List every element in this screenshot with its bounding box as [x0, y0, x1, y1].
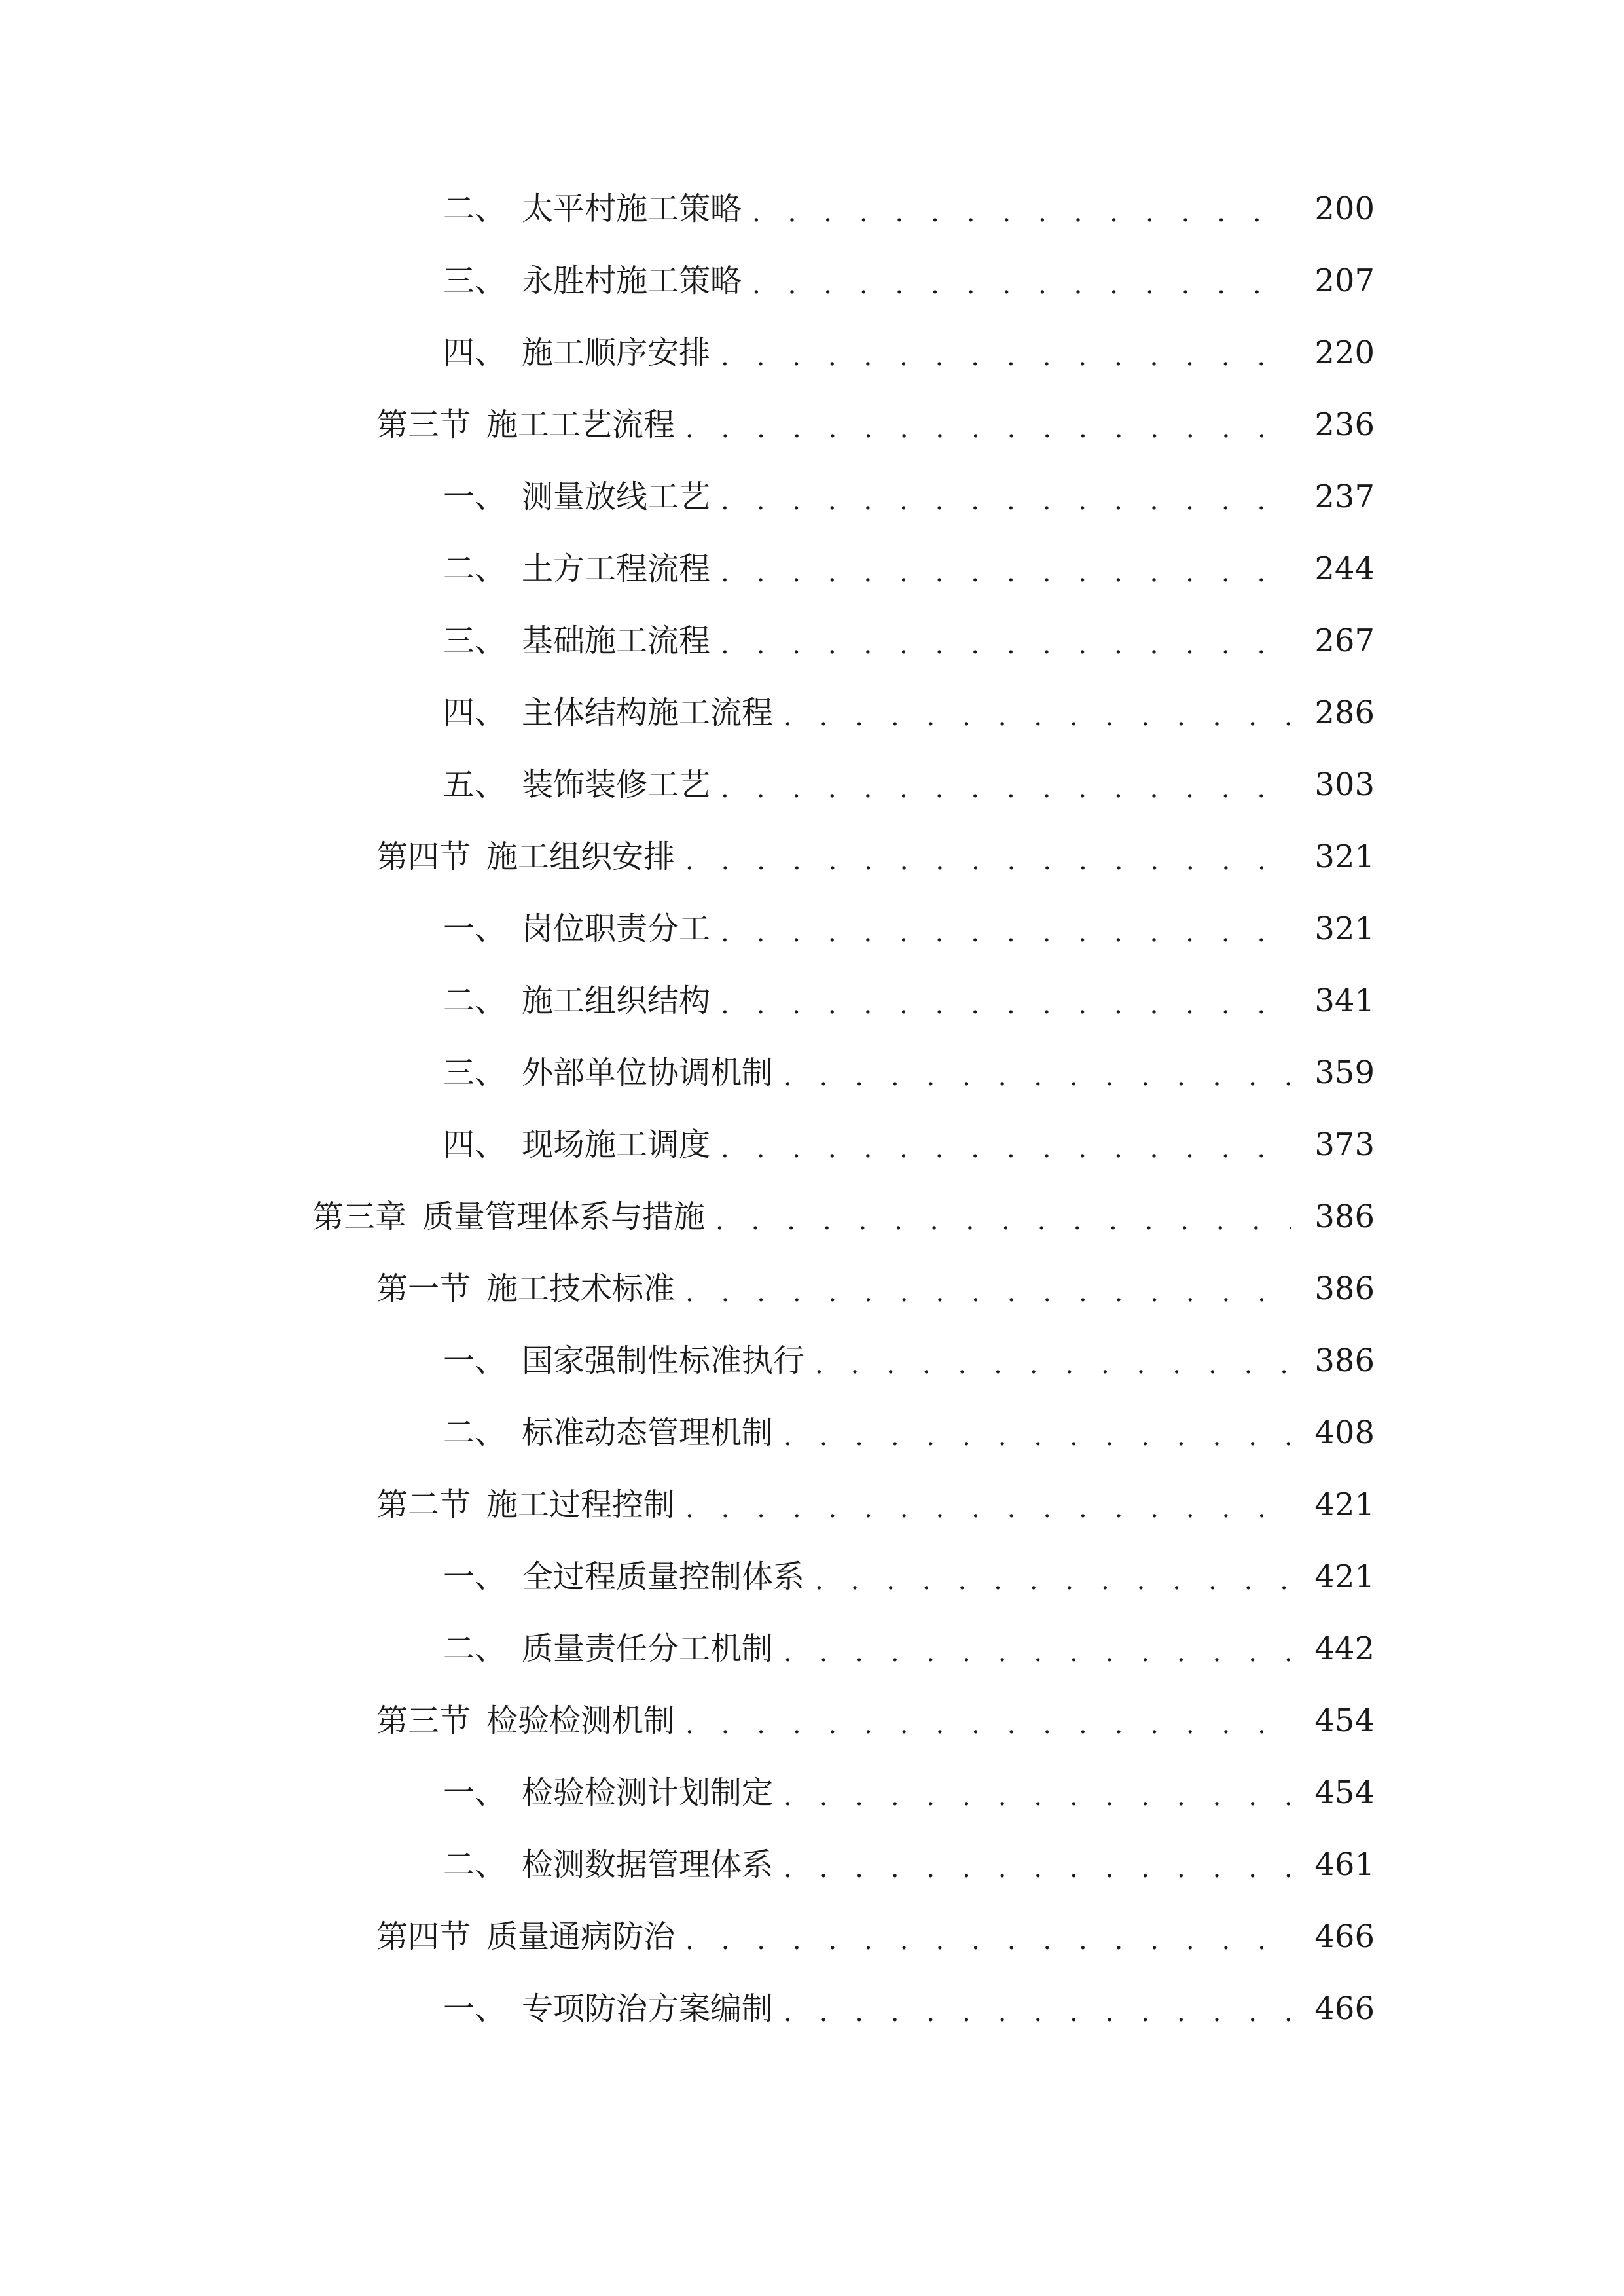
toc-entry[interactable] — [0, 1973, 1624, 2045]
toc-entry-page: 237 — [1314, 478, 1375, 515]
toc-entry-number: 第一节 — [376, 1270, 471, 1307]
toc-dot-leader — [784, 693, 1291, 732]
toc-entry-title: 施工组织结构 — [522, 982, 711, 1019]
toc-entry-page: 461 — [1314, 1846, 1375, 1883]
toc-entry-page: 303 — [1314, 766, 1375, 803]
toc-entry-number: 五、 — [443, 766, 507, 803]
toc-dot-leader — [721, 333, 1291, 372]
toc-dot-leader — [715, 1197, 1291, 1236]
toc-entry-page: 236 — [1314, 406, 1375, 443]
toc-dot-leader — [784, 1413, 1291, 1452]
toc-entry[interactable] — [0, 173, 1624, 245]
toc-entry-number: 一、 — [443, 1558, 507, 1595]
table-of-contents — [0, 173, 1624, 2045]
toc-dot-leader — [752, 189, 1291, 228]
toc-entry-page: 454 — [1314, 1702, 1375, 1739]
toc-entry-title: 主体结构施工流程 — [522, 694, 774, 731]
toc-chapter-entry[interactable] — [0, 1181, 1624, 1253]
toc-dot-leader — [721, 765, 1291, 804]
toc-entry-page: 220 — [1314, 334, 1375, 371]
toc-entry-number: 二、 — [443, 1630, 507, 1667]
toc-dot-leader — [784, 1629, 1291, 1668]
toc-entry-page: 408 — [1314, 1414, 1375, 1451]
toc-entry-number: 一、 — [443, 1342, 507, 1379]
toc-entry-number: 二、 — [443, 550, 507, 587]
toc-entry-number: 第三节 — [376, 406, 471, 443]
toc-entry-title: 施工顺序安排 — [522, 334, 711, 371]
toc-entry-number: 四、 — [443, 334, 507, 371]
toc-entry[interactable] — [0, 461, 1624, 533]
toc-entry-number: 二、 — [443, 982, 507, 1019]
toc-entry[interactable] — [0, 245, 1624, 317]
toc-entry-number: 三、 — [443, 622, 507, 659]
toc-dot-leader — [815, 1341, 1291, 1380]
toc-entry[interactable] — [0, 749, 1624, 821]
toc-entry-page: 466 — [1314, 1918, 1375, 1955]
toc-entry-title: 岗位职责分工 — [522, 910, 711, 947]
toc-entry-title: 国家强制性标准执行 — [522, 1342, 805, 1379]
toc-entry-page: 267 — [1314, 622, 1375, 659]
toc-entry-title: 测量放线工艺 — [522, 478, 711, 515]
toc-entry-title: 施工工艺流程 — [486, 406, 676, 443]
toc-entry-page: 321 — [1314, 910, 1375, 947]
toc-entry-title: 检测数据管理体系 — [522, 1846, 774, 1883]
toc-dot-leader — [721, 1125, 1291, 1164]
toc-entry[interactable] — [0, 1325, 1624, 1397]
toc-entry[interactable] — [0, 965, 1624, 1037]
toc-entry[interactable] — [0, 677, 1624, 749]
toc-section-entry[interactable] — [0, 389, 1624, 461]
toc-entry[interactable] — [0, 1541, 1624, 1613]
toc-entry-number: 一、 — [443, 478, 507, 515]
toc-dot-leader — [685, 837, 1291, 876]
toc-entry-title: 基础施工流程 — [522, 622, 711, 659]
toc-entry-page: 359 — [1314, 1054, 1375, 1091]
toc-entry-page: 321 — [1314, 838, 1375, 875]
toc-section-entry[interactable] — [0, 1685, 1624, 1757]
toc-entry[interactable] — [0, 317, 1624, 389]
toc-entry-page: 244 — [1314, 550, 1375, 587]
toc-entry-page: 373 — [1314, 1126, 1375, 1163]
toc-entry-title: 土方工程流程 — [522, 550, 711, 587]
toc-entry-title: 质量管理体系与措施 — [422, 1198, 706, 1235]
toc-entry[interactable] — [0, 1037, 1624, 1109]
toc-entry[interactable] — [0, 1613, 1624, 1685]
toc-dot-leader — [721, 981, 1291, 1020]
toc-dot-leader — [721, 477, 1291, 516]
toc-entry-page: 466 — [1314, 1990, 1375, 2027]
toc-entry-number: 第三节 — [376, 1702, 471, 1739]
toc-entry-title: 装饰装修工艺 — [522, 766, 711, 803]
toc-entry-number: 三、 — [443, 262, 507, 299]
toc-entry-page: 341 — [1314, 982, 1375, 1019]
toc-dot-leader — [721, 909, 1291, 948]
toc-dot-leader — [784, 1773, 1291, 1812]
toc-dot-leader — [784, 1053, 1291, 1092]
toc-entry-number: 四、 — [443, 694, 507, 731]
toc-entry-title: 太平村施工策略 — [522, 190, 742, 227]
toc-entry-title: 专项防治方案编制 — [522, 1990, 774, 2027]
toc-entry[interactable] — [0, 1829, 1624, 1901]
toc-dot-leader — [685, 405, 1291, 444]
toc-entry-page: 386 — [1314, 1270, 1375, 1307]
toc-entry-number: 第三章 — [312, 1198, 407, 1235]
toc-dot-leader — [685, 1485, 1291, 1524]
toc-entry-page: 386 — [1314, 1198, 1375, 1235]
toc-dot-leader — [685, 1269, 1291, 1308]
toc-dot-leader — [685, 1917, 1291, 1956]
toc-entry-title: 检验检测计划制定 — [522, 1774, 774, 1811]
toc-entry-number: 一、 — [443, 910, 507, 947]
toc-entry-title: 施工过程控制 — [486, 1486, 676, 1523]
toc-entry-title: 施工组织安排 — [486, 838, 676, 875]
toc-entry[interactable] — [0, 1757, 1624, 1829]
toc-entry-number: 二、 — [443, 1414, 507, 1451]
toc-dot-leader — [815, 1557, 1291, 1596]
toc-entry-page: 200 — [1314, 190, 1375, 227]
toc-entry-number: 第四节 — [376, 1918, 471, 1955]
toc-dot-leader — [752, 261, 1291, 300]
toc-dot-leader — [784, 1845, 1291, 1884]
toc-entry-title: 标准动态管理机制 — [522, 1414, 774, 1451]
toc-entry-number: 三、 — [443, 1054, 507, 1091]
toc-dot-leader — [721, 621, 1291, 660]
toc-entry-number: 一、 — [443, 1990, 507, 2027]
toc-section-entry[interactable] — [0, 1901, 1624, 1973]
toc-entry[interactable] — [0, 533, 1624, 605]
toc-entry-page: 386 — [1314, 1342, 1375, 1379]
toc-entry-title: 外部单位协调机制 — [522, 1054, 774, 1091]
toc-entry-page: 421 — [1314, 1558, 1375, 1595]
toc-entry-page: 454 — [1314, 1774, 1375, 1811]
toc-entry-title: 质量通病防治 — [486, 1918, 676, 1955]
toc-entry-number: 二、 — [443, 190, 507, 227]
toc-entry-number: 四、 — [443, 1126, 507, 1163]
toc-entry-number: 一、 — [443, 1774, 507, 1811]
toc-entry-number: 第四节 — [376, 838, 471, 875]
toc-entry-page: 286 — [1314, 694, 1375, 731]
toc-entry[interactable] — [0, 1109, 1624, 1181]
toc-entry[interactable] — [0, 893, 1624, 965]
toc-entry-page: 421 — [1314, 1486, 1375, 1523]
toc-entry-title: 检验检测机制 — [486, 1702, 676, 1739]
toc-entry-title: 施工技术标准 — [486, 1270, 676, 1307]
toc-entry-title: 全过程质量控制体系 — [522, 1558, 805, 1595]
toc-section-entry[interactable] — [0, 1469, 1624, 1541]
toc-entry[interactable] — [0, 605, 1624, 677]
toc-dot-leader — [685, 1701, 1291, 1740]
toc-entry-page: 442 — [1314, 1630, 1375, 1667]
toc-entry-number: 第二节 — [376, 1486, 471, 1523]
toc-entry-page: 207 — [1314, 262, 1375, 299]
toc-section-entry[interactable] — [0, 1253, 1624, 1325]
toc-entry[interactable] — [0, 1397, 1624, 1469]
toc-entry-title: 质量责任分工机制 — [522, 1630, 774, 1667]
toc-entry-title: 现场施工调度 — [522, 1126, 711, 1163]
toc-dot-leader — [721, 549, 1291, 588]
toc-section-entry[interactable] — [0, 821, 1624, 893]
toc-entry-title: 永胜村施工策略 — [522, 262, 742, 299]
toc-dot-leader — [784, 1989, 1291, 2028]
toc-entry-number: 二、 — [443, 1846, 507, 1883]
